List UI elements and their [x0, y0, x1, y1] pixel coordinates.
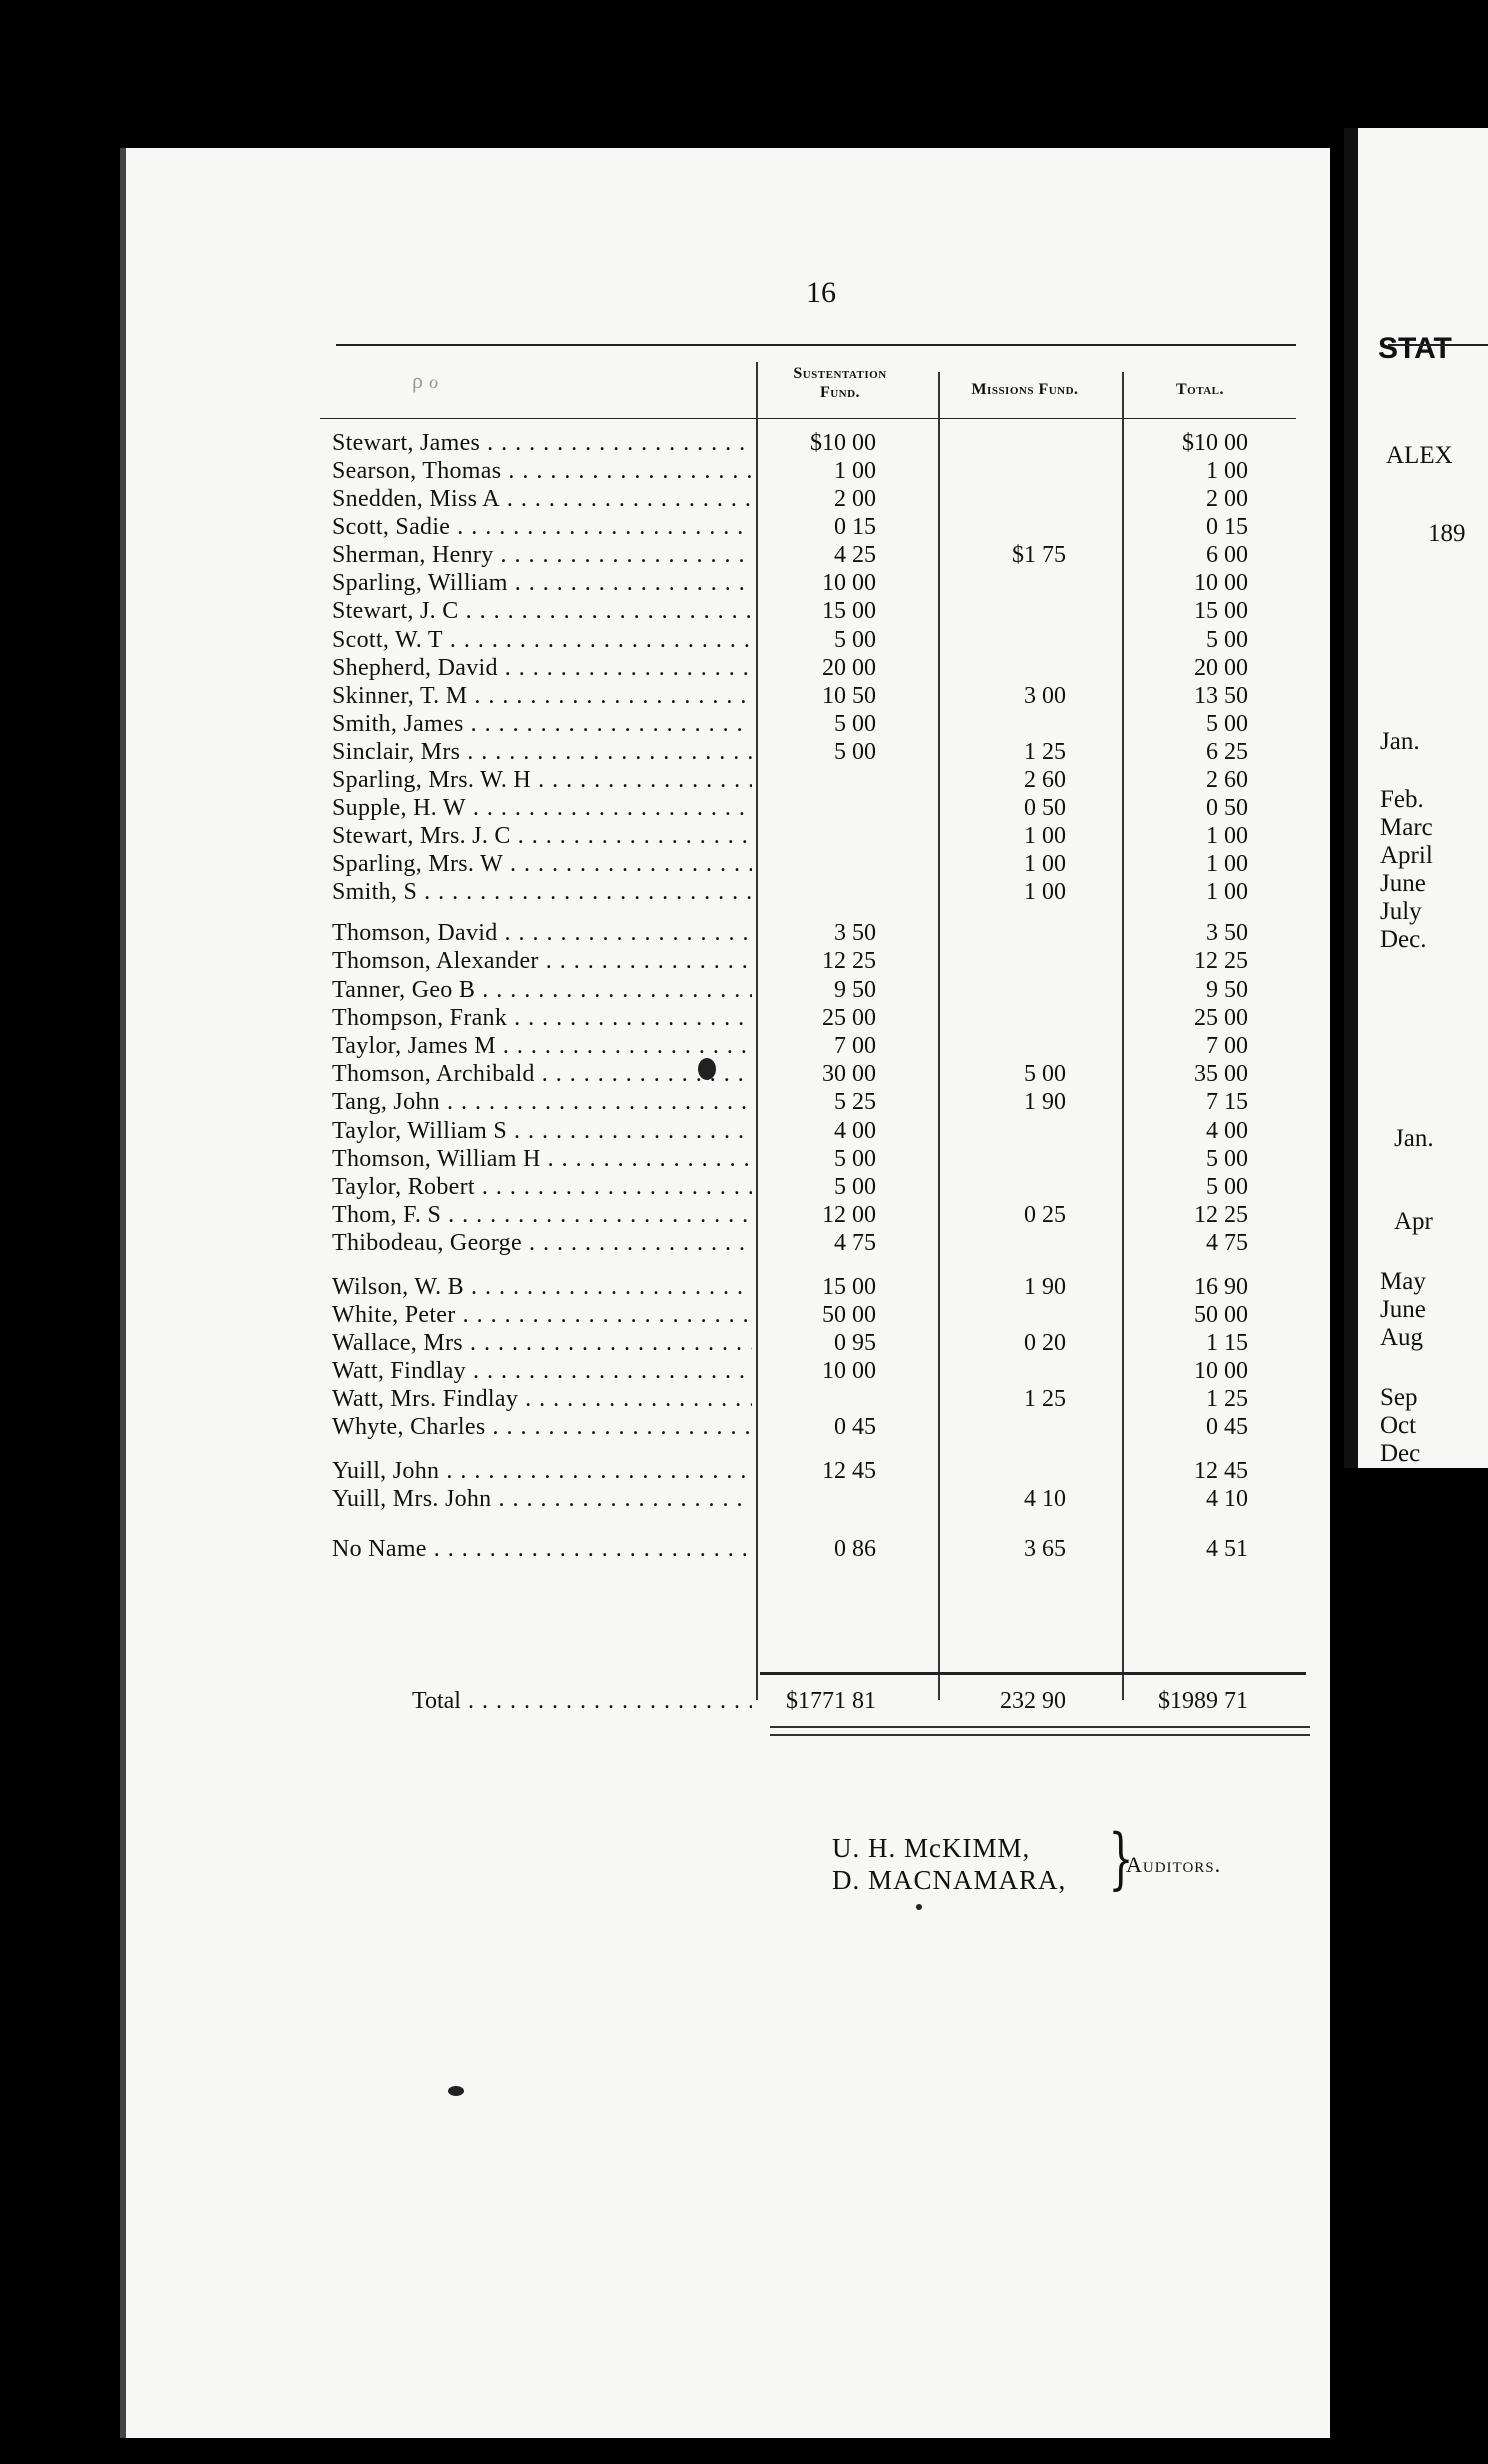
row-name: Thom, F. S . . . [332, 1202, 752, 1229]
table-row [0, 1302, 1330, 1330]
row-missions: 0 25 [1024, 1202, 1066, 1228]
row-sustentation: 0 95 [834, 1330, 876, 1356]
row-name: Thomson, David . . . [332, 920, 752, 947]
row-total: 0 50 [1206, 795, 1248, 821]
table-row [0, 598, 1330, 626]
right-page-month: Marc [1380, 814, 1433, 841]
table-row [0, 1386, 1330, 1414]
right-page-subheading: ALEX [1386, 442, 1453, 469]
row-total: 16 90 [1194, 1274, 1248, 1300]
row-name: Sherman, Henry . . . [332, 542, 752, 569]
row-sustentation: 10 00 [822, 1358, 876, 1384]
row-name: Smith, S . . . [332, 879, 752, 906]
row-total: 20 00 [1194, 655, 1248, 681]
right-page-month: June [1380, 1296, 1426, 1323]
row-sustentation: 30 00 [822, 1061, 876, 1087]
table-row [0, 1414, 1330, 1442]
row-name: Thompson, Frank . . . [332, 1005, 752, 1032]
row-name: Skinner, T. M . . . [332, 683, 752, 710]
page-number: 16 [806, 276, 836, 309]
ink-blot [698, 1058, 716, 1080]
row-sustentation: 10 00 [822, 570, 876, 596]
row-total: 5 00 [1206, 1146, 1248, 1172]
row-total: 3 50 [1206, 920, 1248, 946]
row-total: 9 50 [1206, 977, 1248, 1003]
row-name: Snedden, Miss A . . . [332, 486, 752, 513]
header-sustentation-line2: Fund. [819, 384, 861, 401]
ink-speck [448, 2086, 464, 2096]
row-name: Sparling, Mrs. W . . . [332, 851, 752, 878]
right-page-month: April [1380, 842, 1433, 869]
right-page-month: Aug [1380, 1324, 1424, 1351]
row-missions: 0 20 [1024, 1330, 1066, 1356]
total-label: Total . . . [412, 1688, 752, 1715]
row-total: 4 75 [1206, 1230, 1248, 1256]
row-sustentation: 4 25 [834, 542, 876, 568]
row-name: Shepherd, David . . . [332, 655, 752, 682]
table-row [0, 1458, 1330, 1486]
row-name: Sparling, Mrs. W. H . . . [332, 767, 752, 794]
row-total: 35 00 [1194, 1061, 1248, 1087]
row-missions: 1 00 [1024, 851, 1066, 877]
row-sustentation: 25 00 [822, 1005, 876, 1031]
row-total: 0 15 [1206, 514, 1248, 540]
table-row [0, 458, 1330, 486]
right-page-heading: STAT [1378, 332, 1452, 365]
row-sustentation: 5 00 [834, 1146, 876, 1172]
row-name: Scott, Sadie . . . [332, 514, 752, 541]
row-name: White, Peter . . . [332, 1302, 752, 1329]
total-sustentation: $1771 81 [786, 1688, 876, 1714]
table-row [0, 683, 1330, 711]
row-name: Thomson, William H . . . [332, 1146, 752, 1173]
row-name: Taylor, Robert . . . [332, 1174, 752, 1201]
row-sustentation: 4 75 [834, 1230, 876, 1256]
row-name: Watt, Mrs. Findlay . . . [332, 1386, 752, 1413]
row-name: Wallace, Mrs . . . [332, 1330, 752, 1357]
auditor-2: D. MACNAMARA, [832, 1865, 1067, 1895]
table-row [0, 977, 1330, 1005]
row-missions: 5 00 [1024, 1061, 1066, 1087]
row-name: Tang, John . . . [332, 1089, 752, 1116]
row-total: 1 00 [1206, 823, 1248, 849]
row-total: 50 00 [1194, 1302, 1248, 1328]
row-name: Taylor, James M . . . [332, 1033, 752, 1060]
row-missions: 1 00 [1024, 879, 1066, 905]
right-page-month: Jan. [1380, 728, 1420, 755]
table-row [0, 1005, 1330, 1033]
row-sustentation: 4 00 [834, 1118, 876, 1144]
header-sustentation-line1: Sustentation [793, 365, 887, 382]
row-sustentation: 12 25 [822, 948, 876, 974]
row-total: 5 00 [1206, 627, 1248, 653]
row-sustentation: 5 00 [834, 711, 876, 737]
row-name: Supple, H. W . . . [332, 795, 752, 822]
table-row [0, 823, 1330, 851]
row-total: 10 00 [1194, 1358, 1248, 1384]
top-rule [336, 344, 1296, 346]
right-page-month: Oct [1380, 1412, 1417, 1439]
table-row [0, 879, 1330, 907]
row-sustentation: 9 50 [834, 977, 876, 1003]
table-row [0, 655, 1330, 683]
row-total: 12 25 [1194, 948, 1248, 974]
total-missions: 232 90 [1000, 1688, 1066, 1714]
row-sustentation: 1 00 [834, 458, 876, 484]
right-page-month: June [1380, 870, 1426, 897]
right-page-month: Sep [1380, 1384, 1418, 1411]
table-row [0, 1330, 1330, 1358]
total-double-rule [770, 1726, 1310, 1736]
row-sustentation: 5 25 [834, 1089, 876, 1115]
row-total: 12 45 [1194, 1458, 1248, 1484]
row-name: Tanner, Geo B . . . [332, 977, 752, 1004]
row-missions: 3 65 [1024, 1536, 1066, 1562]
row-sustentation: 15 00 [822, 598, 876, 624]
table-row [0, 711, 1330, 739]
table-row [0, 851, 1330, 879]
row-total: 2 00 [1206, 486, 1248, 512]
row-total: 4 51 [1206, 1536, 1248, 1562]
table-row [0, 1230, 1330, 1258]
ink-speck [916, 1904, 922, 1910]
row-total: 13 50 [1194, 683, 1248, 709]
row-total: 2 60 [1206, 767, 1248, 793]
row-name: Yuill, Mrs. John . . . [332, 1486, 752, 1513]
row-missions: 1 25 [1024, 739, 1066, 765]
table-row [0, 739, 1330, 767]
row-name: No Name . . . [332, 1536, 752, 1563]
row-total: 7 15 [1206, 1089, 1248, 1115]
row-sustentation: 12 45 [822, 1458, 876, 1484]
row-total: 4 10 [1206, 1486, 1248, 1512]
header-sustentation [760, 364, 920, 402]
row-name: Whyte, Charles . . . [332, 1414, 752, 1441]
table-row [0, 514, 1330, 542]
row-sustentation: 0 15 [834, 514, 876, 540]
table-row [0, 1174, 1330, 1202]
row-missions: 1 90 [1024, 1089, 1066, 1115]
row-sustentation: 5 00 [834, 627, 876, 653]
row-total: 5 00 [1206, 1174, 1248, 1200]
right-page-month: May [1380, 1268, 1426, 1295]
table-row [0, 1202, 1330, 1230]
row-name: Sparling, William . . . [332, 570, 752, 597]
table-row [0, 1358, 1330, 1386]
row-total: 1 00 [1206, 879, 1248, 905]
row-sustentation: 0 45 [834, 1414, 876, 1440]
right-page-year: 189 [1428, 520, 1466, 547]
row-name: Sinclair, Mrs . . . [332, 739, 752, 766]
row-name: Searson, Thomas . . . [332, 458, 752, 485]
header-missions: Missions Fund. [971, 381, 1079, 398]
table-row [0, 570, 1330, 598]
table-row [0, 1274, 1330, 1302]
row-sustentation: 20 00 [822, 655, 876, 681]
row-missions: 1 90 [1024, 1274, 1066, 1300]
row-total: 5 00 [1206, 711, 1248, 737]
row-sustentation: $10 00 [810, 430, 876, 456]
table-row [0, 542, 1330, 570]
table-row [0, 1061, 1330, 1089]
row-name: Taylor, William S . . . [332, 1118, 752, 1145]
brace-icon: } [1108, 1820, 1134, 1897]
row-name: Stewart, J. C . . . [332, 598, 752, 625]
row-missions: 3 00 [1024, 683, 1066, 709]
header-total: Total. [1175, 381, 1225, 398]
row-total: 6 25 [1206, 739, 1248, 765]
row-name: Thomson, Alexander . . . [332, 948, 752, 975]
table-row [0, 795, 1330, 823]
row-name: Watt, Findlay . . . [332, 1358, 752, 1385]
right-page-month: Dec. [1380, 926, 1427, 953]
table-row [0, 430, 1330, 458]
right-page-rule [1388, 344, 1488, 346]
total-top-rule [760, 1672, 1306, 1675]
table-row [0, 1118, 1330, 1146]
row-missions: 4 10 [1024, 1486, 1066, 1512]
table-row [0, 486, 1330, 514]
right-page-month: July [1380, 898, 1422, 925]
facing-page [1344, 128, 1488, 1468]
row-sustentation: 0 86 [834, 1536, 876, 1562]
row-sustentation: 5 00 [834, 739, 876, 765]
header-rule [320, 418, 1296, 419]
total-grand: $1989 71 [1158, 1688, 1248, 1714]
auditors-names [832, 1832, 1066, 1896]
row-name: Scott, W. T . . . [332, 627, 752, 654]
row-sustentation: 12 00 [822, 1202, 876, 1228]
table-row [0, 1089, 1330, 1117]
table-row [0, 1033, 1330, 1061]
row-total: 4 00 [1206, 1118, 1248, 1144]
row-name: Thibodeau, George . . . [332, 1230, 752, 1257]
row-total: 12 25 [1194, 1202, 1248, 1228]
row-sustentation: 7 00 [834, 1033, 876, 1059]
row-sustentation: 5 00 [834, 1174, 876, 1200]
row-missions: 0 50 [1024, 795, 1066, 821]
row-total: 1 00 [1206, 851, 1248, 877]
row-sustentation: 50 00 [822, 1302, 876, 1328]
right-page-month: Feb. [1380, 786, 1424, 813]
row-total: 1 15 [1206, 1330, 1248, 1356]
row-name: Thomson, Archibald . . . [332, 1061, 752, 1088]
table-row [0, 767, 1330, 795]
table-row [0, 948, 1330, 976]
row-total: $10 00 [1182, 430, 1248, 456]
row-name: Yuill, John . . . [332, 1458, 752, 1485]
row-total: 6 00 [1206, 542, 1248, 568]
row-total: 15 00 [1194, 598, 1248, 624]
pencil-mark: ρ ℴ [412, 368, 439, 393]
right-page-month: Apr [1394, 1208, 1433, 1235]
table-row [0, 627, 1330, 655]
row-sustentation: 3 50 [834, 920, 876, 946]
right-page-month: Dec [1380, 1440, 1421, 1467]
row-name: Wilson, W. B . . . [332, 1274, 752, 1301]
row-total: 1 25 [1206, 1386, 1248, 1412]
row-sustentation: 10 50 [822, 683, 876, 709]
row-sustentation: 15 00 [822, 1274, 876, 1300]
table-row [0, 1486, 1330, 1514]
table-row [0, 1146, 1330, 1174]
row-total: 25 00 [1194, 1005, 1248, 1031]
row-sustentation: 2 00 [834, 486, 876, 512]
row-missions: 2 60 [1024, 767, 1066, 793]
row-total: 1 00 [1206, 458, 1248, 484]
row-name: Smith, James . . . [332, 711, 752, 738]
auditor-1: U. H. McKIMM, [832, 1833, 1031, 1863]
table-row [0, 1536, 1330, 1564]
row-missions: 1 00 [1024, 823, 1066, 849]
row-name: Stewart, Mrs. J. C . . . [332, 823, 752, 850]
row-missions: $1 75 [1012, 542, 1066, 568]
auditors-title: Auditors. [1126, 1852, 1222, 1877]
row-total: 7 00 [1206, 1033, 1248, 1059]
row-total: 10 00 [1194, 570, 1248, 596]
right-page-month: Jan. [1394, 1125, 1434, 1152]
row-missions: 1 25 [1024, 1386, 1066, 1412]
table-row [0, 920, 1330, 948]
row-name: Stewart, James . . . [332, 430, 752, 457]
row-total: 0 45 [1206, 1414, 1248, 1440]
